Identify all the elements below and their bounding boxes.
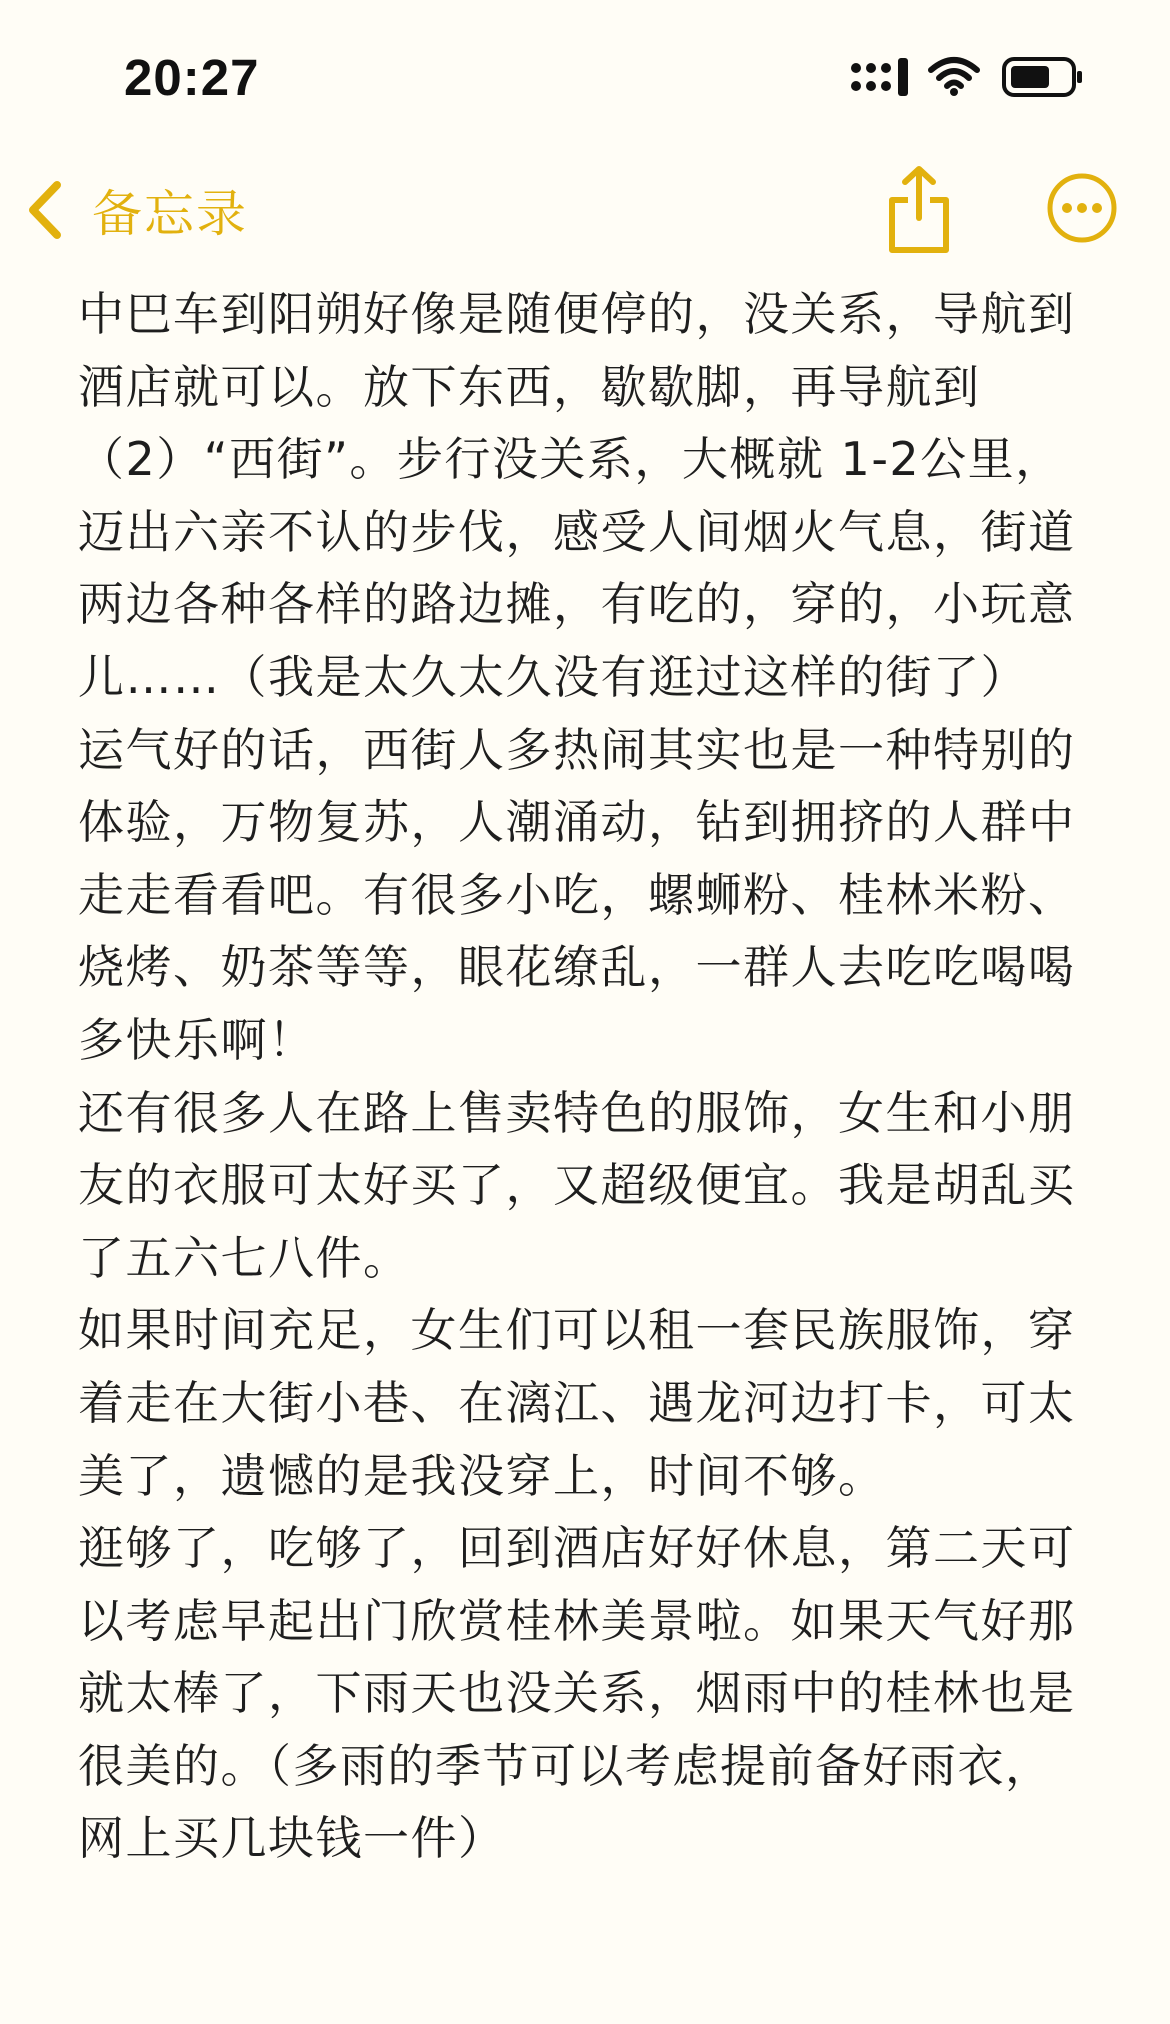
- nav-bar: [0, 150, 1170, 270]
- signal-icon: [850, 58, 910, 98]
- wifi-icon: [928, 56, 980, 96]
- note-paragraph: 逛够了，吃够了，回到酒店好好休息，第二天可以考虑早起出门欣赏桂林美景啦。如果天气好那就太棒了，下雨天也没关系，烟雨中的桂林也是很美的。（多雨的季节可以考虑提前备好雨衣，网上买几块钱一件）: [78, 1521, 1076, 1866]
- battery-icon: [1002, 56, 1084, 98]
- more-icon[interactable]: [1046, 172, 1118, 244]
- note-paragraph: 中巴车到阳朔好像是随便停的，没关系，导航到酒店就可以。放下东西，歇歇脚，再导航到（2）“西街”。步行没关系，大概就 1-2公里，迈出六亲不认的步伐，感受人间烟火气息，街道两边各种各样的路边摊，有吃的，穿的，小玩意儿……（我是太久太久没有逛过这样的街了）: [78, 287, 1076, 704]
- note-paragraph: 运气好的话，西街人多热闹其实也是一种特别的体验，万物复苏，人潮涌动，钻到拥挤的人群中走走看看吧。有很多小吃，螺蛳粉、桂林米粉、烧烤、奶茶等等，眼花缭乱，一群人去吃吃喝喝多快乐啊！: [78, 722, 1076, 1067]
- back-button[interactable]: [24, 170, 248, 250]
- back-label: 备忘录: [92, 185, 248, 243]
- note-paragraph: 如果时间充足，女生们可以租一套民族服饰，穿着走在大街小巷、在漓江、遇龙河边打卡，可太美了，遗憾的是我没穿上，时间不够。: [78, 1303, 1076, 1503]
- status-bar: [0, 0, 1170, 150]
- chevron-left-icon: [24, 179, 64, 241]
- note-paragraph: 还有很多人在路上售卖特色的服饰，女生和小朋友的衣服可太好买了，又超级便宜。我是胡乱买了五六七八件。: [78, 1085, 1076, 1285]
- note-body[interactable]: [78, 278, 1098, 1875]
- status-time: 20:27: [124, 49, 260, 106]
- share-icon[interactable]: [884, 164, 954, 256]
